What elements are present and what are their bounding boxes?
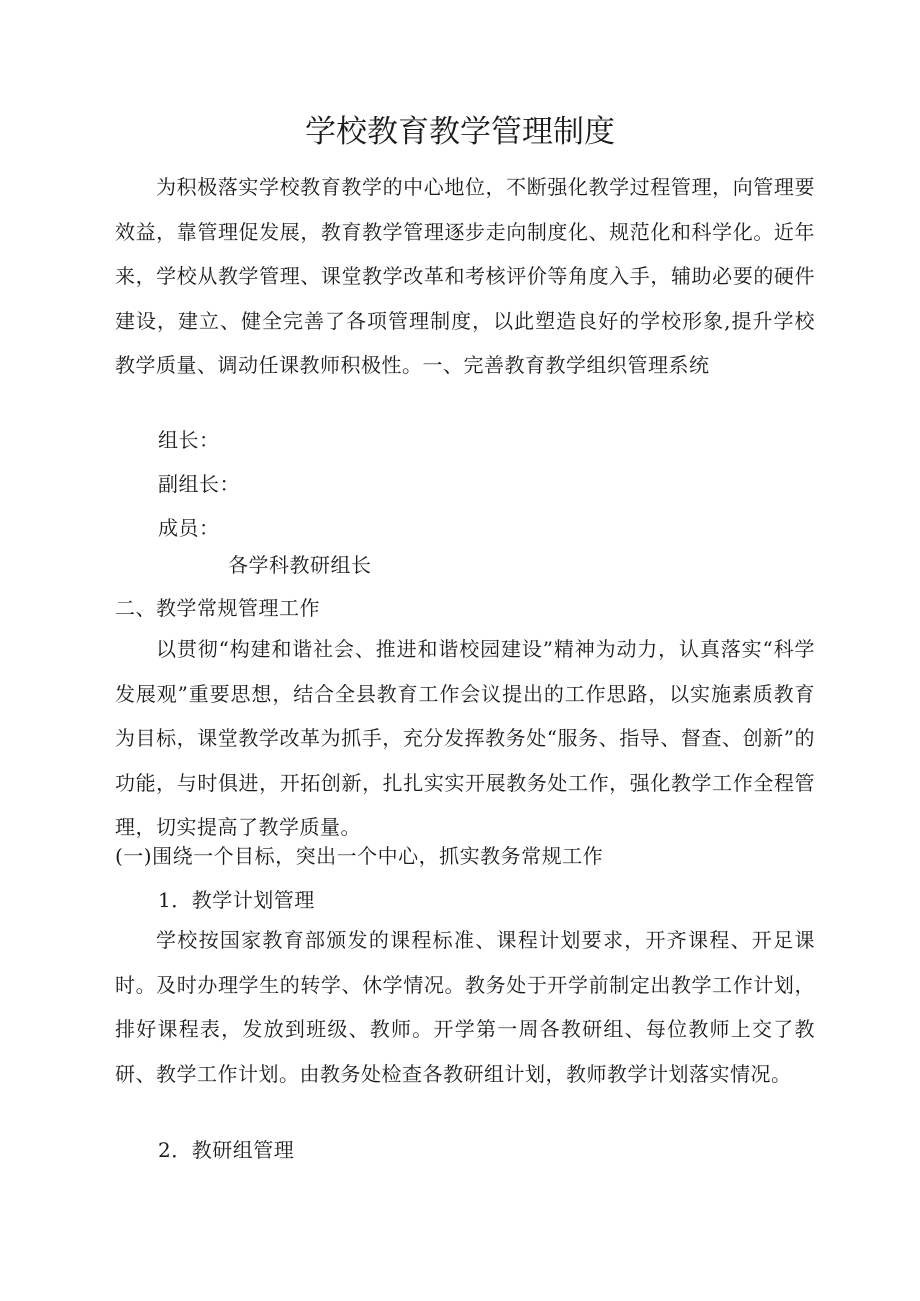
document-title: 学校教育教学管理制度 [305,114,615,150]
item2-heading: 2．教研组管理 [158,1138,295,1162]
org-deputy-label: 副组长： [158,472,240,496]
section2-heading: 二、教学常规管理工作 [115,596,320,620]
item1-paragraph: 学校按国家教育部颁发的课程标准、课程计划要求，开齐课程、开足课时。及时办理学生的转学、休学情况。教务处于开学前制定出教学工作计划，排好课程表，发放到班级、教师。开学第一周各教研组、每位教师上交了教研、教学工作计划。由教务处检查各教研组计划，教师教学计划落实情况。 [115,928,815,1086]
org-leader-label: 组长： [158,428,220,452]
subsection1-heading: (一)围绕一个目标，突出一个中心，抓实教务常规工作 [115,844,604,868]
section2-paragraph: 以贯彻“构建和谐社会、推进和谐校园建设”精神为动力，认真落实“科学发展观”重要思想，结合全县教育工作会议提出的工作思路，以实施素质教育为目标，课堂教学改革为抓手，充分发挥教务处“服务、指导、督查、创新”的功能，与时俱进，开拓创新，扎扎实实开展教务处工作，强化教学工作全程管理，切实提高了教学质量。 [115,637,815,839]
item1-heading: 1．教学计划管理 [158,888,315,912]
org-members-label: 成员： [158,516,220,540]
org-members-value: 各学科教研组长 [228,553,372,577]
intro-paragraph: 为积极落实学校教育教学的中心地位，不断强化教学过程管理，向管理要效益，靠管理促发展，教育教学管理逐步走向制度化、规范化和科学化。近年来，学校从教学管理、课堂教学改革和考核评价等角度入手，辅助必要的硬件建设，建立、健全完善了各项管理制度，以此塑造良好的学校形象,提升学校教学质量、调动任课教师积极性。一、完善教育教学组织管理系统 [115,175,815,377]
